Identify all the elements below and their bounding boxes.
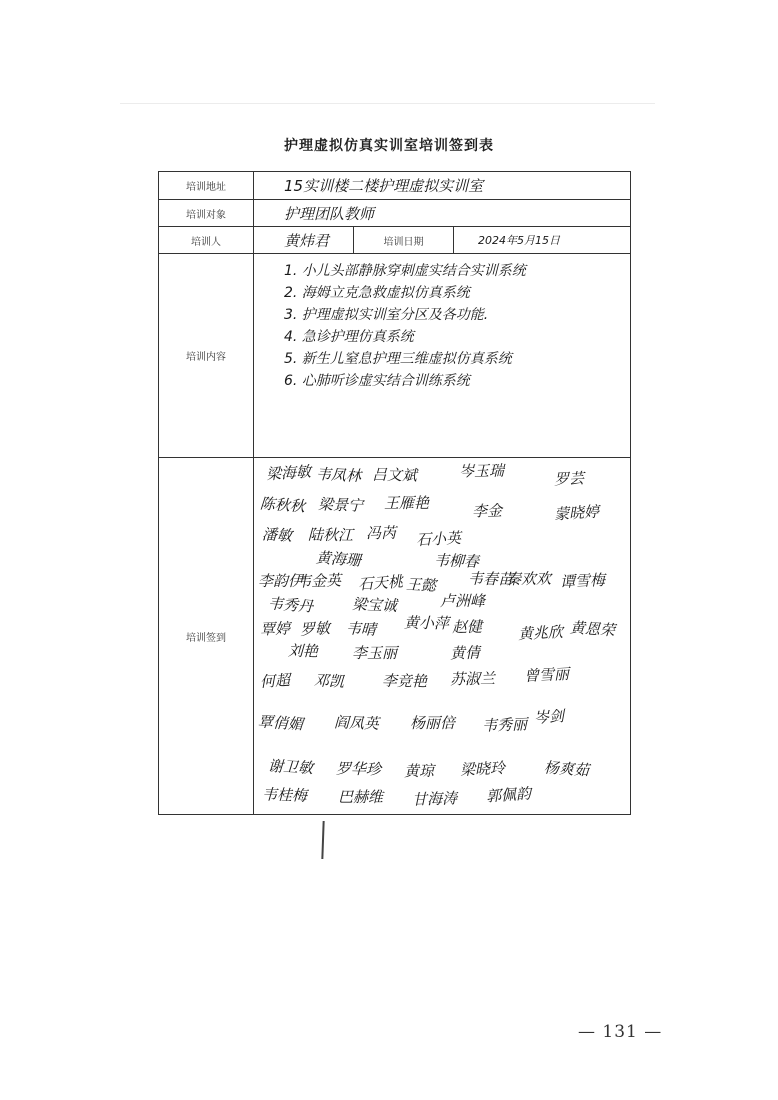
signature: 黄倩 <box>449 643 481 663</box>
label-content: 培训内容 <box>159 254 254 458</box>
page-title: 护理虚拟仿真实训室培训签到表 <box>284 138 494 154</box>
pen-stroke-mark <box>321 821 324 859</box>
signature: 蒙晓婷 <box>553 502 600 524</box>
signature: 黄海珊 <box>315 548 362 570</box>
value-date: 2024年5月15日 <box>478 234 560 247</box>
signature: 罗敏 <box>299 618 331 640</box>
row-audience <box>159 200 631 227</box>
content-cell <box>254 254 631 458</box>
signature: 李玉丽 <box>352 644 398 662</box>
signature: 李韵伊 <box>258 572 304 590</box>
page-number: — 131 — <box>578 1022 663 1042</box>
value-trainer: 黄炜君 <box>284 231 330 250</box>
signature: 李金 <box>471 501 503 521</box>
value-trainer-cell <box>254 227 354 254</box>
value-audience-cell <box>254 200 631 227</box>
label-audience: 培训对象 <box>159 200 254 227</box>
signature: 曾雪丽 <box>523 664 570 686</box>
signature: 冯芮 <box>365 523 397 543</box>
signature: 谭雪梅 <box>559 570 606 592</box>
value-location: 15实训楼二楼护理虚拟实训室 <box>284 177 484 195</box>
signature: 韦秀丽 <box>481 715 528 735</box>
signature: 邓凯 <box>313 671 345 691</box>
signature: 郭佩韵 <box>485 784 532 806</box>
signature: 陆秋江 <box>307 525 354 545</box>
signature: 石天桃 <box>357 572 404 594</box>
signature: 王懿 <box>405 575 437 595</box>
signature: 韦桂梅 <box>261 785 308 805</box>
signature: 罗芸 <box>553 469 585 489</box>
signature: 岑玉瑞 <box>458 461 505 481</box>
signature: 梁宝诚 <box>351 595 398 615</box>
value-location-cell <box>254 172 631 200</box>
signature: 韦秀丹 <box>267 594 314 616</box>
row-content <box>159 254 631 458</box>
row-location <box>159 172 631 200</box>
signature: 秦欢欢 <box>505 569 552 589</box>
signature: 覃婷 <box>259 619 291 639</box>
signature: 梁晓玲 <box>459 758 506 780</box>
signin-form-table <box>158 171 631 815</box>
signature: 韦金英 <box>295 571 342 591</box>
signature: 李竞艳 <box>381 671 428 691</box>
label-trainer: 培训人 <box>159 227 254 254</box>
signature: 韦晴 <box>345 619 377 639</box>
content-item: 5. 新生儿窒息护理三维虚拟仿真系统 <box>284 351 512 367</box>
signature: 杨丽倍 <box>410 714 456 732</box>
signature: 梁海敏 <box>265 462 312 484</box>
signature: 梁景宁 <box>317 495 364 515</box>
signature: 杨爽茹 <box>543 758 590 780</box>
content-item: 1. 小儿头部静脉穿刺虚实结合实训系统 <box>284 263 526 279</box>
content-item: 2. 海姆立克急救虚拟仿真系统 <box>284 285 470 301</box>
signature: 苏淑兰 <box>449 669 496 689</box>
signature: 甘海涛 <box>411 789 458 809</box>
scan-top-line <box>120 103 655 104</box>
content-item: 4. 急诊护理仿真系统 <box>284 329 414 345</box>
signature: 黄小萍 <box>403 613 450 633</box>
signature: 罗华珍 <box>335 759 382 779</box>
content-list <box>284 260 526 392</box>
label-signin: 培训签到 <box>159 458 254 815</box>
signature: 韦凤林 <box>315 464 362 486</box>
row-trainer-date <box>159 227 631 254</box>
value-date-cell <box>454 227 631 254</box>
signature: 卢洲峰 <box>440 592 486 610</box>
signin-cell <box>254 458 631 815</box>
signature: 覃俏媚 <box>257 712 304 734</box>
signature: 赵健 <box>451 617 483 637</box>
row-signin <box>159 458 631 815</box>
content-item: 3. 护理虚拟实训室分区及各功能. <box>284 307 489 323</box>
signature: 阎凤英 <box>333 713 380 733</box>
label-date: 培训日期 <box>354 227 454 254</box>
signature: 岑剑 <box>533 706 565 728</box>
signature: 何超 <box>259 670 291 692</box>
content-item: 6. 心肺听诊虚实结合训练系统 <box>284 373 470 389</box>
signature: 韦春苗 <box>467 569 514 589</box>
signature: 黄恩荣 <box>569 618 616 640</box>
signature-area <box>254 458 630 814</box>
value-audience: 护理团队教师 <box>284 204 375 223</box>
signature: 吕文斌 <box>371 465 418 485</box>
signature: 韦柳春 <box>433 551 480 571</box>
signature: 陈秋秋 <box>259 494 306 516</box>
signature: 谢卫敏 <box>267 756 314 778</box>
label-location: 培训地址 <box>159 172 254 200</box>
signature: 巴赫维 <box>338 788 384 806</box>
signature: 黄兆欣 <box>517 622 564 644</box>
signature: 石小英 <box>415 528 462 550</box>
signature: 潘敏 <box>261 525 293 545</box>
signature: 刘艳 <box>287 641 319 661</box>
signature: 黄琼 <box>403 761 435 781</box>
signature: 王雁艳 <box>384 494 430 512</box>
